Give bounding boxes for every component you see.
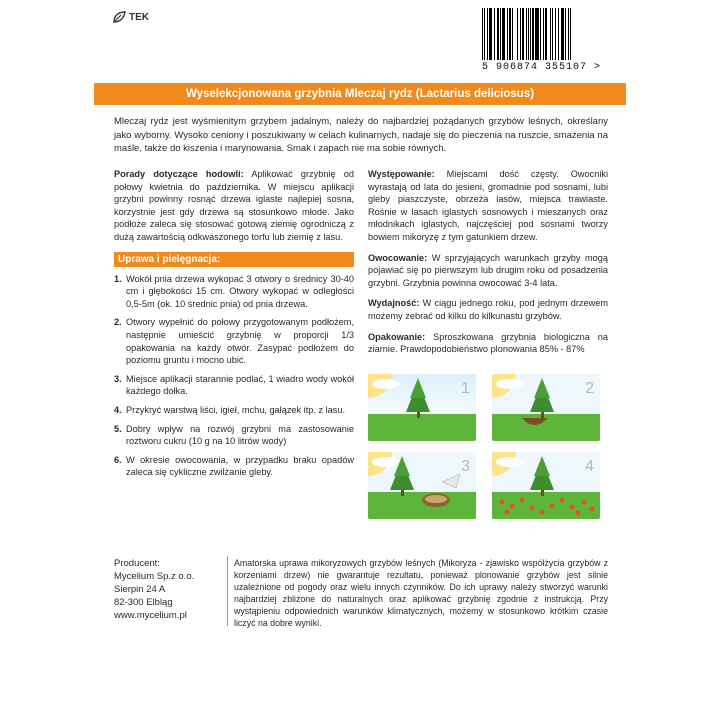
step-number: 2. [114, 317, 122, 328]
tree-mushrooms-icon [492, 452, 600, 519]
step-text: Dobry wpływ na rozwój grzybni ma zastosowanie roztworu cukru (10 g na 10 litrów wody) [126, 423, 354, 447]
step-number: 4. [114, 404, 122, 415]
producer-website: www.mycelium.pl [114, 610, 187, 621]
owocowanie-section [368, 252, 608, 290]
illustration-step-3 [368, 452, 476, 519]
care-step [114, 423, 354, 448]
illustration-number: 4 [585, 458, 594, 475]
barcode [482, 8, 612, 80]
care-step [114, 316, 354, 366]
care-step [114, 404, 354, 417]
wystepowanie-label: Występowanie: [368, 169, 435, 179]
illustration-grid [368, 374, 608, 519]
porady-label: Porady dotyczące hodowli: [114, 169, 244, 179]
leaf-icon [112, 11, 126, 23]
care-step [114, 373, 354, 398]
brand-name: TEK [129, 11, 149, 23]
step-text: Przykryć warstwą liści, igieł, mchu, gałązek itp. z lasu. [126, 404, 346, 415]
uprawa-header: Uprawa i pielęgnacja: [114, 252, 354, 267]
sun-tree-icon [368, 374, 476, 441]
step-number: 5. [114, 423, 122, 434]
porady-section [114, 168, 354, 244]
illustration-step-2 [492, 374, 600, 441]
intro-text: Mleczaj rydz jest wyśmienitym grzybem jadalnym, należy do najbardziej pożądanych grzybów leśnych, określany jako wyborny. Wysoko ceniony i poszukiwany w celach kulinarnych, nadaje się do pieczenia na ruszcie, smażenia na maśle, także do kiszenia i marynowania. Smak i zapach nie ma sobie równych. [114, 116, 608, 154]
porady-text: Aplikować grzybnię od połowy kwietnia do października. W miejscu aplikacji grzybni powinny rosnąć drzewa iglaste najlepiej sosna, korzystnie jest gdy drzewa są stosunkowo młode. Jako podłoże zaleca się stosować gotową ziemię ogrodniczą z dużą zawartością odkwaszonego torfu lub ziemię z lasu. [114, 169, 355, 242]
right-column [368, 168, 608, 364]
step-text: Miejsce aplikacji starannie podlać, 1 wiadro wody wokół każdego dołka. [126, 373, 354, 397]
step-number: 1. [114, 273, 122, 284]
illustration-step-1 [368, 374, 476, 441]
step-number: 3. [114, 373, 122, 384]
producer-city: 82-300 Elbląg [114, 597, 173, 608]
tree-hole-icon [492, 374, 600, 441]
barcode-bars [482, 8, 612, 60]
producer-info [114, 557, 224, 622]
care-step [114, 273, 354, 311]
illustration-number: 3 [461, 458, 470, 475]
care-steps-list [114, 273, 354, 479]
step-text: Wokół pnia drzewa wykopać 3 otwory o średnicy 30-40 cm i głębokości 15 cm. Otwory wykopać w odległości 0,5-5m (ok. 10 średnic pnia) od pnia drzewa. [126, 273, 354, 309]
illustration-step-4 [492, 452, 600, 519]
opakowanie-label: Opakowanie: [368, 331, 426, 342]
wystepowanie-section [368, 168, 608, 244]
wystepowanie-text: Miejscami dość częsty. Owocniki wyrastają od lata do jesieni, gromadnie pod sosnami, lubi gleby piaszczyste, obrzeża lasów, miejsca trawiaste. Rośnie w lasach iglastych sosnowych i mieszanych oraz młodnikach iglastych, najczęściej pod sosnami tworzy bowiem mikoryzę z tym gatunkiem drzew. [368, 169, 608, 242]
barcode-number: 5 906874 355107 > [482, 62, 602, 73]
tree-mycelium-icon [368, 452, 476, 519]
left-column [114, 168, 354, 485]
illustration-number: 2 [585, 380, 594, 397]
owocowanie-text: W sprzyjających warunkach grzyby mogą pojawiać się po pierwszym lub drugim roku od posadzenia grzybni. Grzybnia powinna owocować 3-4 lata. [368, 252, 608, 288]
opakowanie-text: Sproszkowana grzybnia biologiczna na ziarnie. Prawdopodobieństwo plonowania 85% - 87% [368, 331, 608, 355]
wydajnosc-label: Wydajność: [368, 298, 420, 309]
producer-label: Producent: [114, 558, 160, 569]
owocowanie-label: Owocowanie: [368, 252, 428, 263]
disclaimer-text: Amatorska uprawa mikoryzowych grzybów leśnych (Mikoryza - zjawisko współżycia grzybów z korzeniami drzew) nie gwarantuje rezultatu, ponieważ plonowanie grzybów jest silnie uzależnione od pogody oraz wielu innych czynników. Do ich uprawy należy stworzyć warunki najbardziej zbliżone do naturalnych oraz aplikować grzybnię zgodnie z instrukcją. Przy wystąpieniu odpowiednich warunków klimatycznych, możemy w stosunkowo krótkim czasie liczyć na dobre wyniki. [234, 558, 608, 628]
care-step [114, 454, 354, 479]
product-title: Wyselekcjonowana grzybnia Mleczaj rydz (Lactarius deliciosus) [94, 83, 626, 105]
producer-street: Sierpin 24 A [114, 584, 166, 595]
step-number: 6. [114, 454, 122, 465]
step-text: Otwory wypełnić do połowy przygotowanym podłożem, następnie umieścić grzybnię w proporcji 1/3 opakowania na każdy otwór. Zasypać podłożem do poziomu gruntu i mocno ubić. [126, 317, 354, 366]
opakowanie-section [368, 331, 608, 356]
brand-logo [112, 11, 149, 23]
wydajnosc-section [368, 297, 608, 322]
producer-name: Mycelium Sp.z o.o. [114, 571, 195, 582]
illustration-number: 1 [461, 380, 470, 397]
wydajnosc-text: W ciągu jednego roku, pod jednym drzewem możemy zebrać od kilku do kilkunastu grzybów. [368, 298, 608, 321]
step-text: W okresie owocowania, w przypadku braku opadów zaleca się cykliczne zwilżanie gleby. [126, 454, 354, 478]
footer-divider [227, 556, 228, 626]
